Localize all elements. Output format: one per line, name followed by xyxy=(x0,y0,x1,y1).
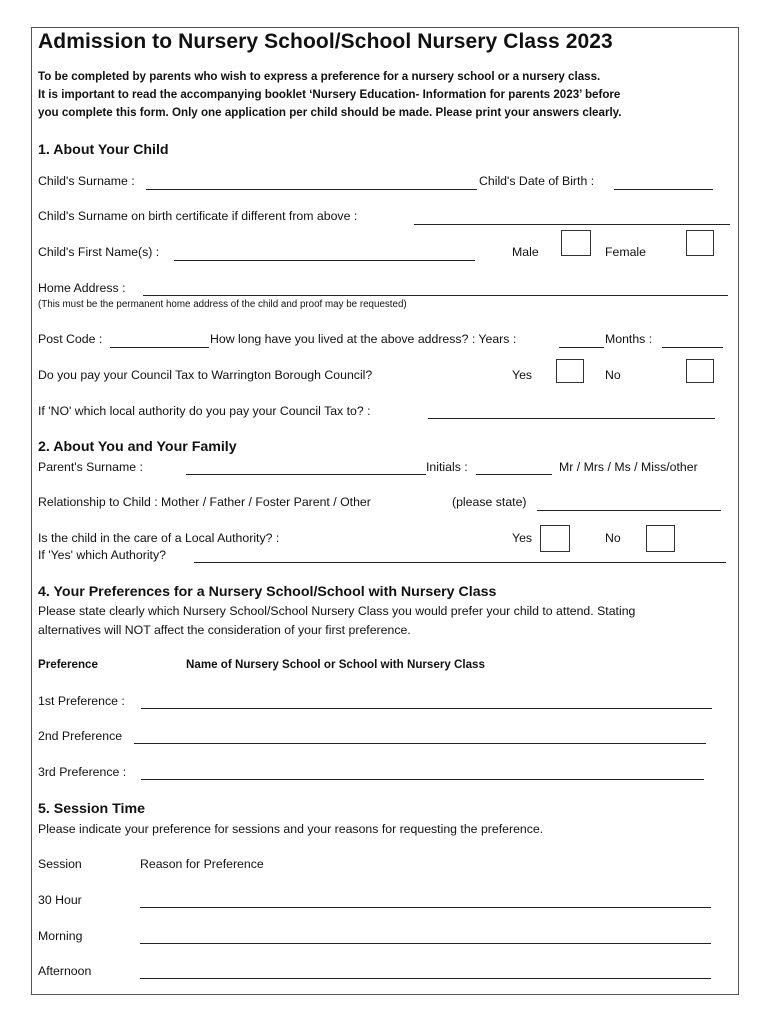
initials-field[interactable] xyxy=(476,474,552,475)
preference-column-header: Preference xyxy=(38,658,98,671)
relationship-field[interactable] xyxy=(537,510,721,511)
post-code-label: Post Code : xyxy=(38,332,103,346)
female-label: Female xyxy=(605,245,647,259)
intro-line-1: To be completed by parents who wish to express a preference for a nursery school or a nursery class. xyxy=(38,70,601,83)
birth-cert-surname-field[interactable] xyxy=(414,224,730,225)
intro-line-2: It is important to read the accompanying booklet ‘Nursery Education- Information for parents 2023’ before xyxy=(38,88,621,101)
other-authority-field[interactable] xyxy=(428,418,715,419)
session-30-hour-label: 30 Hour xyxy=(38,893,82,907)
relationship-please-state: (please state) xyxy=(452,495,527,509)
session-afternoon-reason-field[interactable] xyxy=(140,978,711,979)
session-morning-label: Morning xyxy=(38,929,83,943)
years-label: How long have you lived at the above address? : Years : xyxy=(210,332,517,346)
post-code-field[interactable] xyxy=(110,347,209,348)
school-name-column-header: Name of Nursery School or School with Nursery Class xyxy=(186,658,485,671)
council-tax-no-label: No xyxy=(605,368,621,382)
address-note: (This must be the permanent home address of the child and proof may be requested) xyxy=(38,299,407,310)
form-page-border xyxy=(31,27,739,995)
care-no-checkbox[interactable] xyxy=(646,525,675,552)
years-field[interactable] xyxy=(559,347,604,348)
council-tax-question: Do you pay your Council Tax to Warrington Borough Council? xyxy=(38,368,373,382)
child-first-names-label: Child's First Name(s) : xyxy=(38,245,160,259)
intro-text xyxy=(38,68,622,122)
first-preference-field[interactable] xyxy=(141,708,712,709)
home-address-label: Home Address : xyxy=(38,281,126,295)
session-afternoon-label: Afternoon xyxy=(38,964,92,978)
other-authority-label: If 'NO' which local authority do you pay your Council Tax to? : xyxy=(38,404,371,418)
form-title: Admission to Nursery School/School Nursery Class 2023 xyxy=(38,30,613,53)
section5-description: Please indicate your preference for sessions and your reasons for requesting the preference. xyxy=(38,822,544,836)
care-no-label: No xyxy=(605,531,621,545)
child-dob-field[interactable] xyxy=(614,189,713,190)
second-preference-label: 2nd Preference xyxy=(38,729,123,743)
section4-description-line2: alternatives will NOT affect the consideration of your first preference. xyxy=(38,623,411,637)
session-column-header: Session xyxy=(38,857,82,871)
parent-title-options: Mr / Mrs / Ms / Miss/other xyxy=(559,460,698,474)
section4-heading: 4. Your Preferences for a Nursery School/School with Nursery Class xyxy=(38,584,497,600)
third-preference-label: 3rd Preference : xyxy=(38,765,127,779)
session-30-hour-reason-field[interactable] xyxy=(140,907,711,908)
parent-surname-label: Parent's Surname : xyxy=(38,460,143,474)
third-preference-field[interactable] xyxy=(141,779,704,780)
home-address-field[interactable] xyxy=(143,295,728,296)
council-tax-yes-label: Yes xyxy=(512,368,533,382)
child-dob-label: Child's Date of Birth : xyxy=(479,174,595,188)
council-tax-no-checkbox[interactable] xyxy=(686,359,714,383)
male-label: Male xyxy=(512,245,539,259)
section5-heading: 5. Session Time xyxy=(38,801,145,817)
section2-heading: 2. About You and Your Family xyxy=(38,439,237,455)
care-yes-label: Yes xyxy=(512,531,533,545)
first-preference-label: 1st Preference : xyxy=(38,694,125,708)
relationship-label: Relationship to Child : Mother / Father / Foster Parent / Other xyxy=(38,495,371,509)
which-authority-label: If 'Yes' which Authority? xyxy=(38,548,166,562)
months-field[interactable] xyxy=(662,347,723,348)
child-surname-field[interactable] xyxy=(146,189,477,190)
section4-description-line1: Please state clearly which Nursery School/School Nursery Class you would prefer your child to attend. Stating xyxy=(38,604,636,618)
months-label: Months : xyxy=(605,332,653,346)
section1-heading: 1. About Your Child xyxy=(38,142,169,158)
male-checkbox[interactable] xyxy=(561,230,591,256)
second-preference-field[interactable] xyxy=(134,743,706,744)
parent-surname-field[interactable] xyxy=(186,474,426,475)
child-surname-label: Child's Surname : xyxy=(38,174,135,188)
birth-cert-surname-label: Child's Surname on birth certificate if different from above : xyxy=(38,209,358,223)
reason-column-header: Reason for Preference xyxy=(140,857,264,871)
intro-line-3: you complete this form. Only one application per child should be made. Please print your answers clearly. xyxy=(38,106,622,119)
child-first-names-field[interactable] xyxy=(174,260,475,261)
which-authority-field[interactable] xyxy=(194,562,726,563)
initials-label: Initials : xyxy=(426,460,468,474)
council-tax-yes-checkbox[interactable] xyxy=(556,359,584,383)
care-yes-checkbox[interactable] xyxy=(540,525,570,552)
session-morning-reason-field[interactable] xyxy=(140,943,711,944)
local-authority-care-question: Is the child in the care of a Local Authority? : xyxy=(38,531,280,545)
female-checkbox[interactable] xyxy=(686,230,714,256)
